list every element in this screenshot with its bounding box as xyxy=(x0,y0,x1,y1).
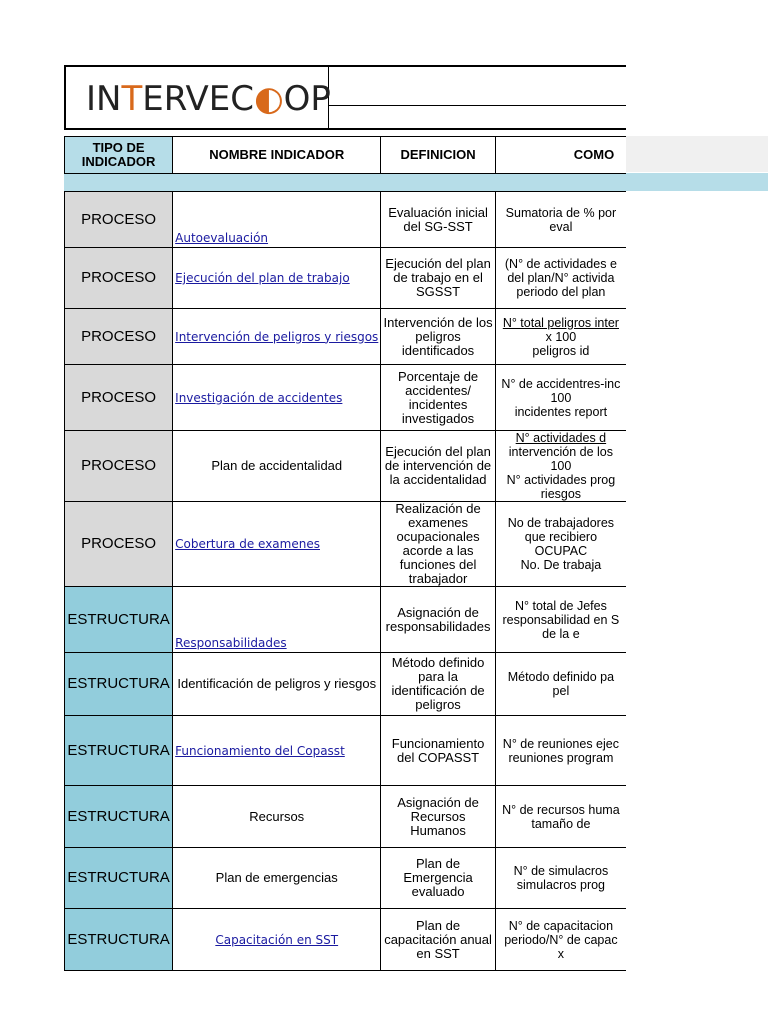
cell-como xyxy=(495,192,626,248)
cell-tipo: PROCESO xyxy=(65,365,173,431)
cell-como xyxy=(495,716,626,786)
indicator-link[interactable]: Responsabilidades xyxy=(175,636,287,650)
como-line: N° actividades d xyxy=(515,431,607,445)
cell-como xyxy=(495,431,626,502)
como-line: Sumatoria de % por xyxy=(505,205,617,220)
cell-definicion: Asignación de Recursos Humanos xyxy=(381,786,495,848)
cell-tipo: PROCESO xyxy=(65,309,173,365)
cell-nombre xyxy=(173,587,381,653)
como-line: del plan/N° activida xyxy=(507,271,615,285)
header-gray-band xyxy=(626,136,768,172)
indicator-link[interactable]: Capacitación en SST xyxy=(215,932,339,947)
cell-tipo: ESTRUCTURA xyxy=(65,909,173,971)
col-header-nombre: NOMBRE INDICADOR xyxy=(173,137,381,174)
document-header xyxy=(64,65,626,128)
cell-como xyxy=(495,309,626,365)
indicator-link[interactable]: Cobertura de examenes xyxy=(175,537,320,551)
cell-tipo: PROCESO xyxy=(65,502,173,587)
como-line: Método definido pa xyxy=(507,670,615,684)
indicator-link[interactable]: Ejecución del plan de trabajo xyxy=(175,271,350,285)
table-row xyxy=(65,365,627,431)
table-row xyxy=(65,309,627,365)
cell-definicion: Funcionamiento del COPASST xyxy=(381,716,495,786)
cell-nombre: Plan de accidentalidad xyxy=(173,431,381,502)
como-line: responsabilidad en S xyxy=(502,612,620,627)
como-line: N° de reuniones ejec xyxy=(502,736,619,751)
cell-nombre xyxy=(173,502,381,587)
header-divider xyxy=(328,105,626,106)
logo-mark-icon: ◐ xyxy=(253,79,284,119)
cell-nombre: Plan de emergencias xyxy=(173,848,381,909)
cell-definicion: Plan de Emergencia evaluado xyxy=(381,848,495,909)
cell-nombre xyxy=(173,909,381,971)
indicator-link[interactable]: Autoevaluación xyxy=(175,231,269,245)
como-line: eval xyxy=(549,219,573,234)
cell-como xyxy=(495,365,626,431)
cell-definicion: Ejecución del plan de trabajo en el SGSST xyxy=(381,248,495,309)
indicator-link[interactable]: Intervención de peligros y riesgos xyxy=(175,329,379,344)
cell-definicion: Método definido para la identificación de peligros xyxy=(381,653,495,716)
como-line: N° total de Jefes xyxy=(514,598,607,613)
como-line: N° de simulacros xyxy=(513,864,609,878)
cell-como xyxy=(495,653,626,716)
cell-definicion: Realización de examenes ocupacionales acorde a las funciones del trabajador xyxy=(381,502,495,587)
cell-tipo: ESTRUCTURA xyxy=(65,716,173,786)
como-line: 100 xyxy=(550,459,572,473)
cell-definicion: Asignación de responsabilidades xyxy=(381,587,495,653)
indicator-link[interactable]: Funcionamiento del Copasst xyxy=(175,743,345,758)
cell-nombre: Recursos xyxy=(173,786,381,848)
table-row xyxy=(65,587,627,653)
como-line: N° de capacitacion xyxy=(508,918,614,933)
table-row xyxy=(65,248,627,309)
como-line: N° de accidentres-inc xyxy=(501,376,621,391)
blue-spacer-row xyxy=(65,174,627,192)
company-logo: IN T ERVEC ◐ OP xyxy=(86,79,331,119)
cell-definicion: Ejecución del plan de intervención de la accidentalidad xyxy=(381,431,495,502)
table-row xyxy=(65,716,627,786)
cell-definicion: Evaluación inicial del SG-SST xyxy=(381,192,495,248)
cell-definicion: Intervención de los peligros identificados xyxy=(381,309,495,365)
como-line: N° total peligros inter xyxy=(502,315,619,330)
cell-tipo: ESTRUCTURA xyxy=(65,786,173,848)
table-row xyxy=(65,848,627,909)
cell-tipo: ESTRUCTURA xyxy=(65,587,173,653)
como-line: N° de recursos huma xyxy=(502,802,620,817)
como-line: x xyxy=(557,946,565,961)
como-line: x 100 xyxy=(545,329,577,344)
como-line: riesgos xyxy=(540,487,582,501)
como-line: pel xyxy=(552,684,570,698)
table-row xyxy=(65,653,627,716)
como-line: (N° de actividades e xyxy=(504,257,617,271)
cell-como xyxy=(495,248,626,309)
cell-nombre xyxy=(173,716,381,786)
como-line: intervención de los xyxy=(508,445,614,459)
cell-tipo: PROCESO xyxy=(65,431,173,502)
cell-tipo: PROCESO xyxy=(65,248,173,309)
cell-definicion: Plan de capacitación anual en SST xyxy=(381,909,495,971)
table-row xyxy=(65,192,627,248)
cell-como xyxy=(495,587,626,653)
como-line: No. De trabaja xyxy=(520,558,602,572)
como-line: de la e xyxy=(542,626,580,641)
cell-como xyxy=(495,786,626,848)
table-row xyxy=(65,431,627,502)
como-line: que recibiero xyxy=(524,530,598,544)
como-line: N° actividades prog xyxy=(506,473,616,487)
cell-nombre: Identificación de peligros y riesgos xyxy=(173,653,381,716)
indicators-table xyxy=(64,136,626,971)
cell-nombre xyxy=(173,309,381,365)
como-line: periodo del plan xyxy=(516,285,606,299)
cell-tipo: PROCESO xyxy=(65,192,173,248)
cell-tipo: ESTRUCTURA xyxy=(65,653,173,716)
como-line: incidentes report xyxy=(514,404,608,419)
col-header-definicion: DEFINICION xyxy=(381,137,495,174)
indicator-link[interactable]: Investigación de accidentes xyxy=(175,390,343,405)
header-title-area xyxy=(328,65,626,130)
table-row xyxy=(65,909,627,971)
cell-definicion: Porcentaje de accidentes/ incidentes investigados xyxy=(381,365,495,431)
como-line: simulacros prog xyxy=(516,878,606,892)
cell-como xyxy=(495,848,626,909)
cell-nombre xyxy=(173,192,381,248)
como-line: periodo/N° de capac xyxy=(504,932,618,947)
logo-cell xyxy=(64,65,329,130)
cell-tipo: ESTRUCTURA xyxy=(65,848,173,909)
como-line: OCUPAC xyxy=(534,544,588,558)
cell-como xyxy=(495,502,626,587)
cell-como xyxy=(495,909,626,971)
como-line: No de trabajadores xyxy=(507,516,615,530)
col-header-tipo: TIPO DE INDICADOR xyxy=(65,137,173,174)
cell-nombre xyxy=(173,365,381,431)
table-row xyxy=(65,502,627,587)
como-line: reuniones program xyxy=(508,750,614,765)
cell-nombre xyxy=(173,248,381,309)
table-row xyxy=(65,786,627,848)
como-line: tamaño de xyxy=(531,816,591,831)
col-header-como: COMO xyxy=(495,137,626,174)
como-line: peligros id xyxy=(532,343,590,358)
como-line: 100 xyxy=(550,390,572,405)
